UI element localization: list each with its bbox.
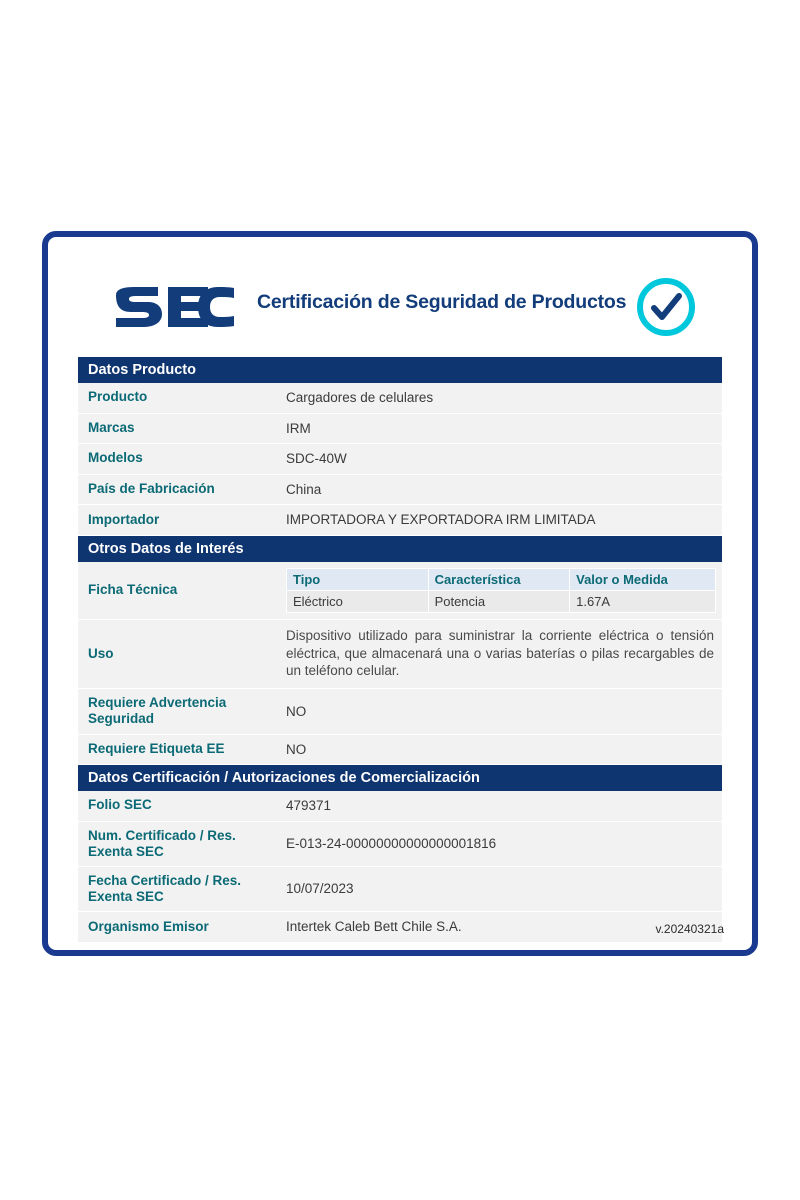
table-row [78,414,722,445]
row-label: Num. Certificado / Res. Exenta SEC [88,827,236,859]
section-header-datos-certificacion: Datos Certificación / Autorizaciones de Comercialización [78,765,722,791]
section-header-datos-producto: Datos Producto [78,357,722,383]
table-row [78,867,722,912]
table-row-ficha-tecnica [78,562,722,620]
sec-logo-icon [112,283,240,331]
ficha-row [287,590,716,612]
table-row-etiqueta [78,735,722,766]
row-value: NO [286,703,307,719]
row-value: Dispositivo utilizado para suministrar la corriente eléctrica o tensión eléctrica, que almacenará una o varias baterías o pilas recargables de un teléfono celular. [286,627,714,679]
check-circle-icon [636,277,696,337]
row-label: Modelos [88,450,143,466]
certificate-header [72,261,728,357]
table-row [78,912,722,943]
table-row [78,791,722,822]
row-value: China [286,481,322,497]
row-value: Cargadores de celulares [286,390,434,405]
certificate-table [78,357,722,943]
row-value: E-013-24-00000000000000001816 [286,836,497,852]
ficha-cell-tipo: Eléctrico [287,590,429,612]
row-label: Importador [88,511,160,527]
table-row [78,444,722,475]
table-row [78,475,722,506]
ficha-tecnica-table [278,562,722,619]
ficha-cell-caracteristica: Potencia [428,590,570,612]
version-label: v.20240321a [655,922,724,936]
row-label: Fecha Certificado / Res. Exenta SEC [88,873,242,905]
row-label: Producto [88,389,148,405]
row-value: IMPORTADORA Y EXPORTADORA IRM LIMITADA [286,512,596,528]
row-label: Folio SEC [88,797,152,813]
row-label: Organismo Emisor [88,918,209,934]
ficha-cell-valor: 1.67A [570,590,716,612]
ficha-header-valor: Valor o Medida [570,568,716,590]
ficha-header-caracteristica: Característica [428,568,570,590]
row-label: Ficha Técnica [88,581,178,597]
row-label: País de Fabricación [88,480,215,496]
table-row-advertencia [78,689,722,734]
certificate-card [42,231,758,956]
row-label: Requiere Advertencia Seguridad [88,695,227,727]
row-label: Requiere Etiqueta EE [88,740,225,756]
row-value: NO [286,741,307,757]
section-header-otros-datos: Otros Datos de Interés [78,536,722,562]
row-label: Uso [88,645,114,661]
row-label: Marcas [88,419,135,435]
row-value: Intertek Caleb Bett Chile S.A. [286,919,462,935]
table-row-uso [78,620,722,689]
row-value: 10/07/2023 [286,881,354,897]
ficha-header-tipo: Tipo [287,568,429,590]
table-row [78,822,722,867]
table-row [78,505,722,536]
row-value: IRM [286,420,311,436]
row-value: SDC-40W [286,451,347,467]
page-title: Certificación de Seguridad de Productos [257,291,627,313]
row-value: 479371 [286,798,332,814]
table-row [78,383,722,414]
